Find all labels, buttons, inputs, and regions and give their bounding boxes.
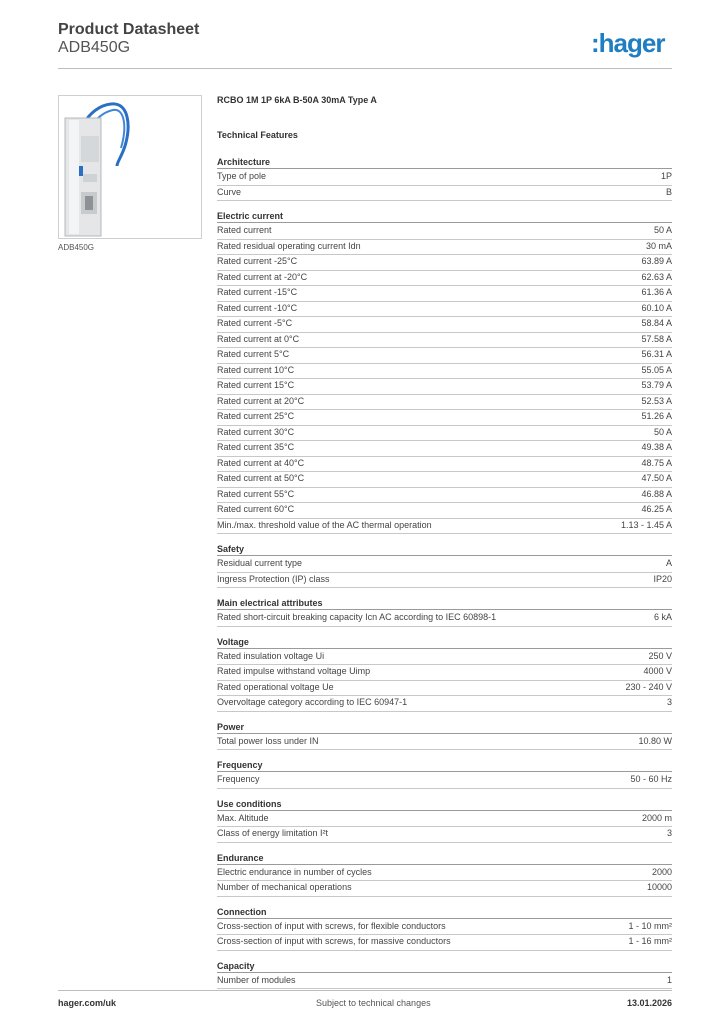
feature-value: 47.50 A bbox=[641, 473, 672, 483]
feature-row bbox=[217, 472, 672, 488]
feature-label: Overvoltage category according to IEC 60947-1 bbox=[217, 697, 408, 707]
feature-value: B bbox=[665, 186, 672, 197]
feature-row bbox=[217, 557, 672, 573]
feature-value: 58.84 A bbox=[641, 318, 672, 328]
feature-section bbox=[217, 597, 672, 627]
feature-label: Rated current 10°C bbox=[217, 364, 295, 375]
feature-section bbox=[217, 210, 672, 534]
feature-label: Rated current bbox=[217, 225, 272, 235]
feature-label: Rated current at 20°C bbox=[217, 395, 305, 406]
feature-label: Rated current 60°C bbox=[217, 504, 295, 514]
feature-label: Rated current at 0°C bbox=[217, 333, 300, 344]
feature-row bbox=[217, 519, 672, 535]
feature-value: 10000 bbox=[646, 882, 672, 892]
feature-value: 1 - 16 mm² bbox=[628, 936, 672, 946]
feature-value: 62.63 A bbox=[641, 271, 672, 282]
feature-label: Rated current at 40°C bbox=[217, 457, 305, 468]
section-title: Safety bbox=[217, 543, 672, 556]
feature-value: 3 bbox=[666, 828, 672, 838]
feature-row bbox=[217, 410, 672, 426]
feature-label: Type of pole bbox=[217, 171, 267, 181]
feature-value: 53.79 A bbox=[641, 380, 672, 390]
feature-row bbox=[217, 224, 672, 240]
feature-label: Rated current -5°C bbox=[217, 318, 293, 328]
feature-value: 46.25 A bbox=[641, 504, 672, 514]
feature-value: A bbox=[665, 558, 672, 568]
header-divider bbox=[58, 68, 672, 69]
feature-section bbox=[217, 960, 672, 990]
feature-row bbox=[217, 974, 672, 990]
feature-row bbox=[217, 333, 672, 349]
feature-row bbox=[217, 379, 672, 395]
feature-value: 250 V bbox=[648, 650, 672, 661]
feature-row bbox=[217, 573, 672, 589]
feature-row bbox=[217, 441, 672, 457]
feature-label: Rated current at 50°C bbox=[217, 473, 305, 483]
feature-row bbox=[217, 186, 672, 202]
feature-label: Rated current 5°C bbox=[217, 349, 290, 359]
section-title: Main electrical attributes bbox=[217, 597, 672, 610]
feature-label: Number of modules bbox=[217, 974, 296, 985]
feature-label: Curve bbox=[217, 186, 242, 197]
hager-logo bbox=[591, 28, 664, 59]
feature-value: IP20 bbox=[653, 573, 672, 584]
feature-section bbox=[217, 543, 672, 588]
feature-row bbox=[217, 735, 672, 751]
feature-row bbox=[217, 364, 672, 380]
feature-label: Rated current 30°C bbox=[217, 426, 295, 437]
feature-row bbox=[217, 681, 672, 697]
feature-value: 6 kA bbox=[653, 612, 672, 622]
feature-label: Rated residual operating current Idn bbox=[217, 240, 361, 251]
feature-value: 10.80 W bbox=[638, 735, 672, 746]
feature-value: 1P bbox=[660, 171, 672, 181]
feature-section bbox=[217, 906, 672, 951]
feature-section bbox=[217, 156, 672, 201]
feature-label: Rated current 15°C bbox=[217, 380, 295, 390]
feature-label: Cross-section of input with screws, for massive conductors bbox=[217, 936, 451, 946]
feature-row bbox=[217, 866, 672, 882]
feature-row bbox=[217, 302, 672, 318]
page-title: Product Datasheet bbox=[58, 21, 200, 38]
feature-value: 2000 bbox=[651, 866, 672, 877]
feature-value: 48.75 A bbox=[641, 457, 672, 468]
feature-label: Rated insulation voltage Ui bbox=[217, 650, 325, 661]
feature-label: Rated current -10°C bbox=[217, 302, 298, 313]
feature-row bbox=[217, 881, 672, 897]
feature-value: 50 A bbox=[653, 225, 672, 235]
feature-label: Max. Altitude bbox=[217, 812, 269, 823]
footer-website: hager.com/uk bbox=[58, 998, 117, 1008]
feature-value: 1 - 10 mm² bbox=[628, 920, 672, 931]
feature-value: 51.26 A bbox=[641, 411, 672, 421]
feature-value: 2000 m bbox=[641, 812, 672, 823]
footer-date: 13.01.2026 bbox=[626, 998, 672, 1008]
feature-value: 50 - 60 Hz bbox=[630, 774, 672, 784]
section-title: Architecture bbox=[217, 156, 672, 169]
feature-row bbox=[217, 348, 672, 364]
feature-label: Rated current 55°C bbox=[217, 488, 295, 499]
feature-row bbox=[217, 255, 672, 271]
feature-value: 1 bbox=[666, 974, 672, 985]
section-title: Endurance bbox=[217, 852, 672, 865]
feature-label: Rated current 35°C bbox=[217, 442, 295, 452]
feature-label: Electric endurance in number of cycles bbox=[217, 866, 372, 877]
feature-value: 52.53 A bbox=[641, 395, 672, 406]
feature-row bbox=[217, 457, 672, 473]
technical-features-title: Technical Features bbox=[217, 130, 298, 140]
feature-section bbox=[217, 721, 672, 751]
feature-label: Ingress Protection (IP) class bbox=[217, 573, 330, 584]
section-title: Power bbox=[217, 721, 672, 734]
feature-section bbox=[217, 636, 672, 712]
feature-label: Rated current -15°C bbox=[217, 287, 298, 297]
section-title: Frequency bbox=[217, 759, 672, 772]
feature-row bbox=[217, 935, 672, 951]
product-name: RCBO 1M 1P 6kA B-50A 30mA Type A bbox=[217, 95, 377, 105]
feature-value: 230 - 240 V bbox=[625, 681, 672, 692]
product-reference: ADB450G bbox=[58, 39, 131, 56]
feature-value: 46.88 A bbox=[641, 488, 672, 499]
feature-value: 30 mA bbox=[645, 240, 672, 251]
feature-section bbox=[217, 798, 672, 843]
feature-row bbox=[217, 426, 672, 442]
feature-value: 50 A bbox=[653, 426, 672, 437]
feature-label: Class of energy limitation I²t bbox=[217, 828, 329, 838]
section-title: Voltage bbox=[217, 636, 672, 649]
feature-value: 49.38 A bbox=[641, 442, 672, 452]
feature-label: Cross-section of input with screws, for flexible conductors bbox=[217, 920, 446, 931]
feature-section bbox=[217, 759, 672, 789]
section-title: Electric current bbox=[217, 210, 672, 223]
footer-note: Subject to technical changes bbox=[316, 998, 431, 1008]
feature-label: Residual current type bbox=[217, 558, 303, 568]
feature-label: Rated current 25°C bbox=[217, 411, 295, 421]
feature-row bbox=[217, 827, 672, 843]
feature-section bbox=[217, 852, 672, 897]
feature-row bbox=[217, 650, 672, 666]
feature-row bbox=[217, 317, 672, 333]
feature-row bbox=[217, 611, 672, 627]
feature-label: Min./max. threshold value of the AC thermal operation bbox=[217, 519, 432, 530]
datasheet-main bbox=[217, 95, 672, 998]
feature-value: 63.89 A bbox=[641, 256, 672, 266]
feature-label: Rated current -25°C bbox=[217, 256, 298, 266]
section-title: Use conditions bbox=[217, 798, 672, 811]
feature-label: Rated operational voltage Ue bbox=[217, 681, 334, 692]
feature-sections bbox=[217, 156, 672, 989]
feature-label: Number of mechanical operations bbox=[217, 882, 352, 892]
feature-row bbox=[217, 696, 672, 712]
feature-row bbox=[217, 812, 672, 828]
feature-label: Frequency bbox=[217, 774, 260, 784]
rcbo-device-icon bbox=[59, 96, 201, 238]
feature-value: 57.58 A bbox=[641, 333, 672, 344]
feature-row bbox=[217, 503, 672, 519]
feature-row bbox=[217, 488, 672, 504]
feature-value: 55.05 A bbox=[641, 364, 672, 375]
logo-text: hager bbox=[598, 28, 665, 58]
product-image bbox=[58, 95, 202, 239]
section-title: Connection bbox=[217, 906, 672, 919]
feature-value: 1.13 - 1.45 A bbox=[620, 519, 672, 530]
feature-value: 61.36 A bbox=[641, 287, 672, 297]
image-caption: ADB450G bbox=[58, 243, 95, 252]
feature-label: Rated current at -20°C bbox=[217, 271, 308, 282]
feature-row bbox=[217, 920, 672, 936]
feature-value: 3 bbox=[666, 697, 672, 707]
feature-label: Rated impulse withstand voltage Uimp bbox=[217, 666, 371, 676]
feature-row bbox=[217, 286, 672, 302]
feature-row bbox=[217, 773, 672, 789]
feature-value: 56.31 A bbox=[641, 349, 672, 359]
feature-row bbox=[217, 271, 672, 287]
footer-divider bbox=[58, 990, 672, 991]
section-title: Capacity bbox=[217, 960, 672, 973]
feature-row bbox=[217, 395, 672, 411]
feature-value: 60.10 A bbox=[641, 302, 672, 313]
feature-label: Rated short-circuit breaking capacity Icn AC according to IEC 60898-1 bbox=[217, 612, 497, 622]
feature-value: 4000 V bbox=[643, 666, 672, 676]
feature-row bbox=[217, 665, 672, 681]
feature-row bbox=[217, 170, 672, 186]
feature-row bbox=[217, 240, 672, 256]
feature-label: Total power loss under IN bbox=[217, 735, 319, 746]
logo-colon-icon: : bbox=[591, 28, 599, 58]
